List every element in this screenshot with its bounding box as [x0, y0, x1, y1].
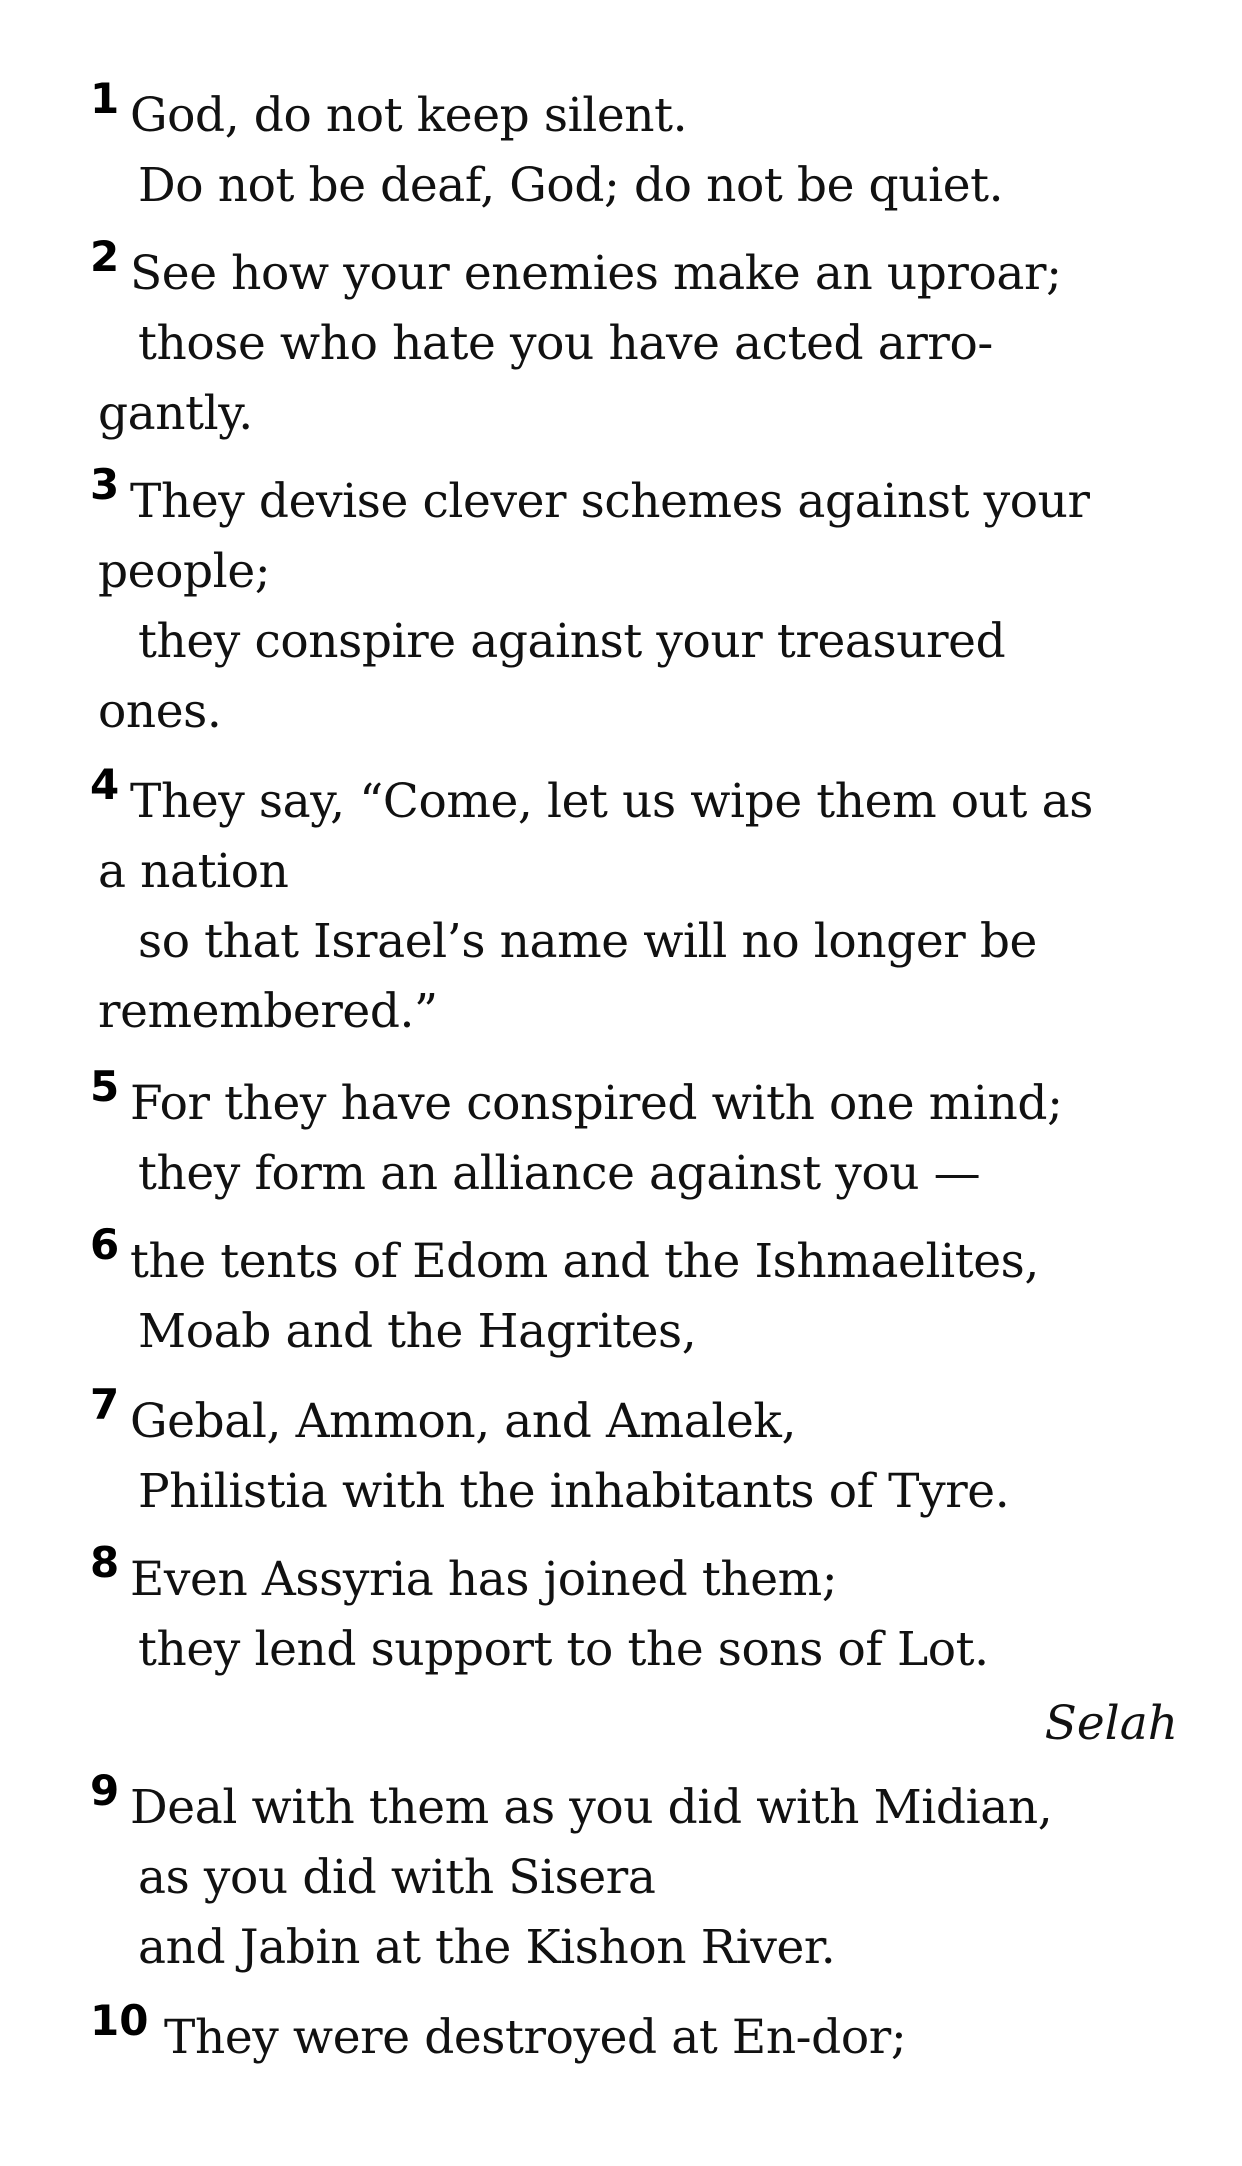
verse-line: Deal with them as you did with Midian,: [130, 1780, 1053, 1835]
verse-line: See how your enemies make an uproar;: [130, 246, 1062, 301]
verse-line: people;: [98, 544, 271, 599]
verse-line: gantly.: [98, 386, 253, 441]
verse-line: they lend support to the sons of Lot.: [138, 1622, 989, 1677]
verse-number: 7: [90, 1380, 120, 1429]
verse-number: 9: [90, 1766, 120, 1815]
verse-line: Moab and the Hagrites,: [138, 1304, 697, 1359]
verse-line: They devise clever schemes against your: [130, 474, 1090, 529]
verse-line: Do not be deaf, God; do not be quiet.: [138, 158, 1004, 213]
verse-line: they conspire against your treasured: [138, 614, 1006, 669]
verse-line: They were destroyed at En-dor;: [164, 2010, 907, 2065]
verse-number: 4: [90, 760, 120, 809]
verse-line: those who hate you have acted arro-: [138, 316, 993, 371]
verse-number: 8: [90, 1538, 120, 1587]
verse-line: Philistia with the inhabitants of Tyre.: [138, 1464, 1010, 1519]
verse-line: They say, “Come, let us wipe them out as: [130, 774, 1093, 829]
verse-number: 10: [90, 1996, 149, 2045]
verse-number: 6: [90, 1220, 120, 1269]
verse-number: 2: [90, 232, 120, 281]
verse-line: as you did with Sisera: [138, 1850, 656, 1905]
selah-marker: Selah: [1044, 1696, 1178, 1751]
verse-number: 3: [90, 460, 120, 509]
verse-line: ones.: [98, 684, 222, 739]
verse-line: so that Israel’s name will no longer be: [138, 914, 1037, 969]
verse-line: Gebal, Ammon, and Amalek,: [130, 1394, 797, 1449]
verse-number: 1: [90, 74, 120, 123]
verse-line: the tents of Edom and the Ishmaelites,: [130, 1234, 1039, 1289]
verse-line: For they have conspired with one mind;: [130, 1076, 1063, 1131]
verse-line: a nation: [98, 844, 289, 899]
verse-line: God, do not keep silent.: [130, 88, 688, 143]
verse-line: they form an alliance against you —: [138, 1146, 981, 1201]
verse-number: 5: [90, 1062, 120, 1111]
verse-line: Even Assyria has joined them;: [130, 1552, 838, 1607]
verse-line: remembered.”: [98, 984, 438, 1039]
verse-line: and Jabin at the Kishon River.: [138, 1920, 836, 1975]
